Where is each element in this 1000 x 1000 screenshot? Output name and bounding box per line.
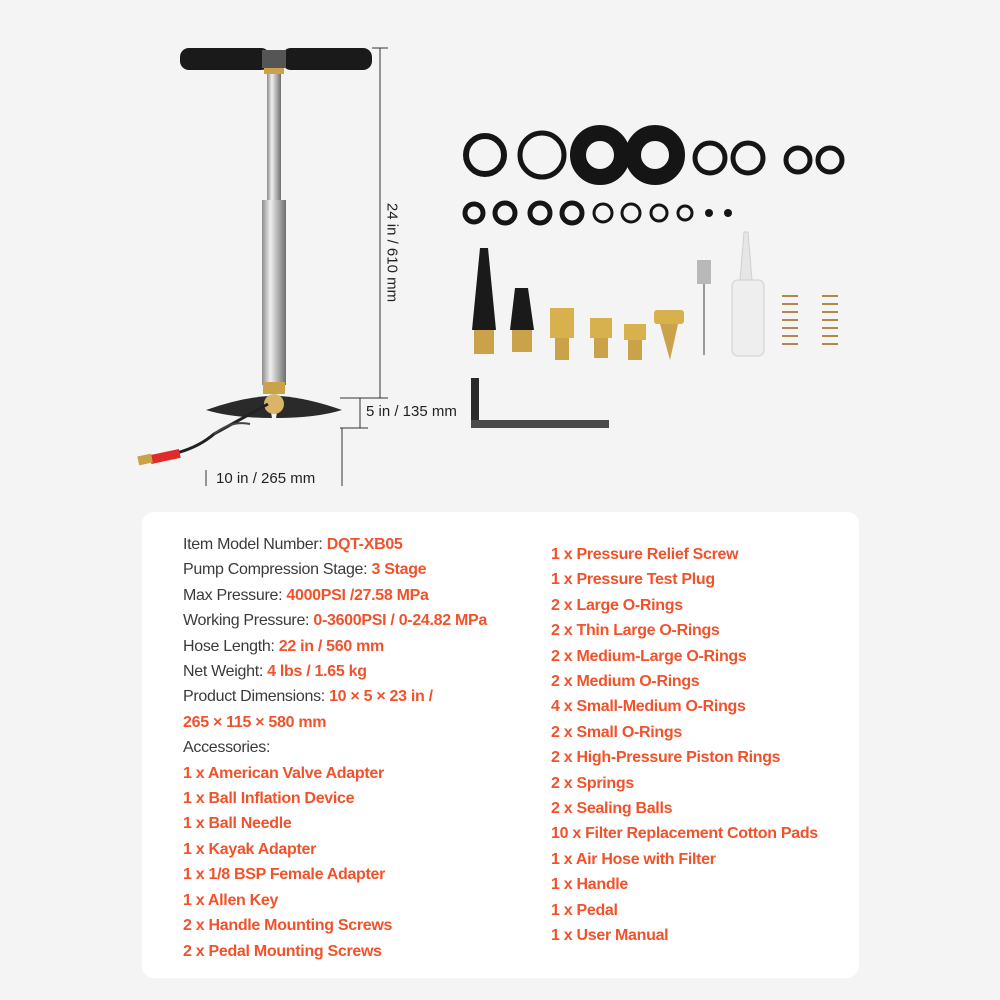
accessory-item: 1 x User Manual <box>551 927 669 945</box>
accessory-item: 2 x Handle Mounting Screws <box>183 917 393 935</box>
adapters <box>472 248 684 360</box>
accessory-item: 1 x Air Hose with Filter <box>551 850 716 868</box>
width-dimension-label: 10 in / 265 mm <box>216 470 316 487</box>
spec-net-weight: Net Weight: 4 lbs / 1.65 kg <box>183 663 367 681</box>
accessory-item: 2 x Pedal Mounting Screws <box>183 942 382 960</box>
pump-shaft <box>262 74 286 394</box>
o-rings-small <box>465 203 732 223</box>
spec-max-pressure: Max Pressure: 4000PSI /27.58 MPa <box>183 586 429 604</box>
specs-card <box>142 512 859 978</box>
accessory-item: 1 x Pressure Relief Screw <box>551 546 739 563</box>
accessory-item: 10 x Filter Replacement Cotton Pads <box>551 825 818 843</box>
accessory-item: 1 x Pedal <box>551 901 618 919</box>
accessory-item: 2 x Thin Large O-Rings <box>551 622 720 640</box>
base-dimension-label: 5 in / 135 mm <box>366 403 457 420</box>
accessory-item: 1 x Ball Inflation Device <box>183 790 355 808</box>
spec-stage: Pump Compression Stage: 3 Stage <box>183 561 427 579</box>
specs-column-left <box>183 532 487 964</box>
o-rings-large <box>466 133 842 177</box>
spec-working-pressure: Working Pressure: 0-3600PSI / 0-24.82 MPa <box>183 612 488 630</box>
accessory-item: 2 x High-Pressure Piston Rings <box>551 749 781 767</box>
spec-model: Item Model Number: DQT-XB05 <box>183 536 403 553</box>
accessory-item: 1 x Allen Key <box>183 891 279 909</box>
accessory-item: 1 x Kayak Adapter <box>183 840 317 858</box>
accessory-item: 1 x Handle <box>551 876 629 894</box>
accessory-item: 4 x Small-Medium O-Rings <box>551 698 746 716</box>
accessory-item: 1 x American Valve Adapter <box>183 764 384 782</box>
accessory-item: 2 x Medium-Large O-Rings <box>551 647 747 665</box>
pump-handle <box>180 48 372 74</box>
pump-hose <box>137 404 268 465</box>
pump-base <box>206 394 342 418</box>
spec-hose-length: Hose Length: 22 in / 560 mm <box>183 637 384 655</box>
accessory-item: 2 x Springs <box>551 774 634 792</box>
accessory-item: 2 x Sealing Balls <box>551 800 673 818</box>
accessory-item: 1 x Ball Needle <box>183 815 292 833</box>
accessory-item: 2 x Large O-Rings <box>551 596 683 614</box>
needle-bottle-springs <box>697 232 838 356</box>
accessory-item: 2 x Small O-Rings <box>551 723 682 741</box>
accessories-heading: Accessories: <box>183 739 271 757</box>
dimension-lines <box>206 48 388 486</box>
accessory-item: 2 x Medium O-Rings <box>551 673 700 691</box>
accessory-item: 1 x 1/8 BSP Female Adapter <box>183 866 386 884</box>
spec-dimensions-metric: 265 × 115 × 580 mm <box>183 713 327 731</box>
height-dimension-label: 24 in / 610 mm <box>384 193 401 313</box>
accessories-column-right <box>551 542 818 949</box>
spec-dimensions: Product Dimensions: 10 × 5 × 23 in / <box>183 688 433 706</box>
accessory-item: 1 x Pressure Test Plug <box>551 571 715 589</box>
allen-key <box>471 378 609 428</box>
